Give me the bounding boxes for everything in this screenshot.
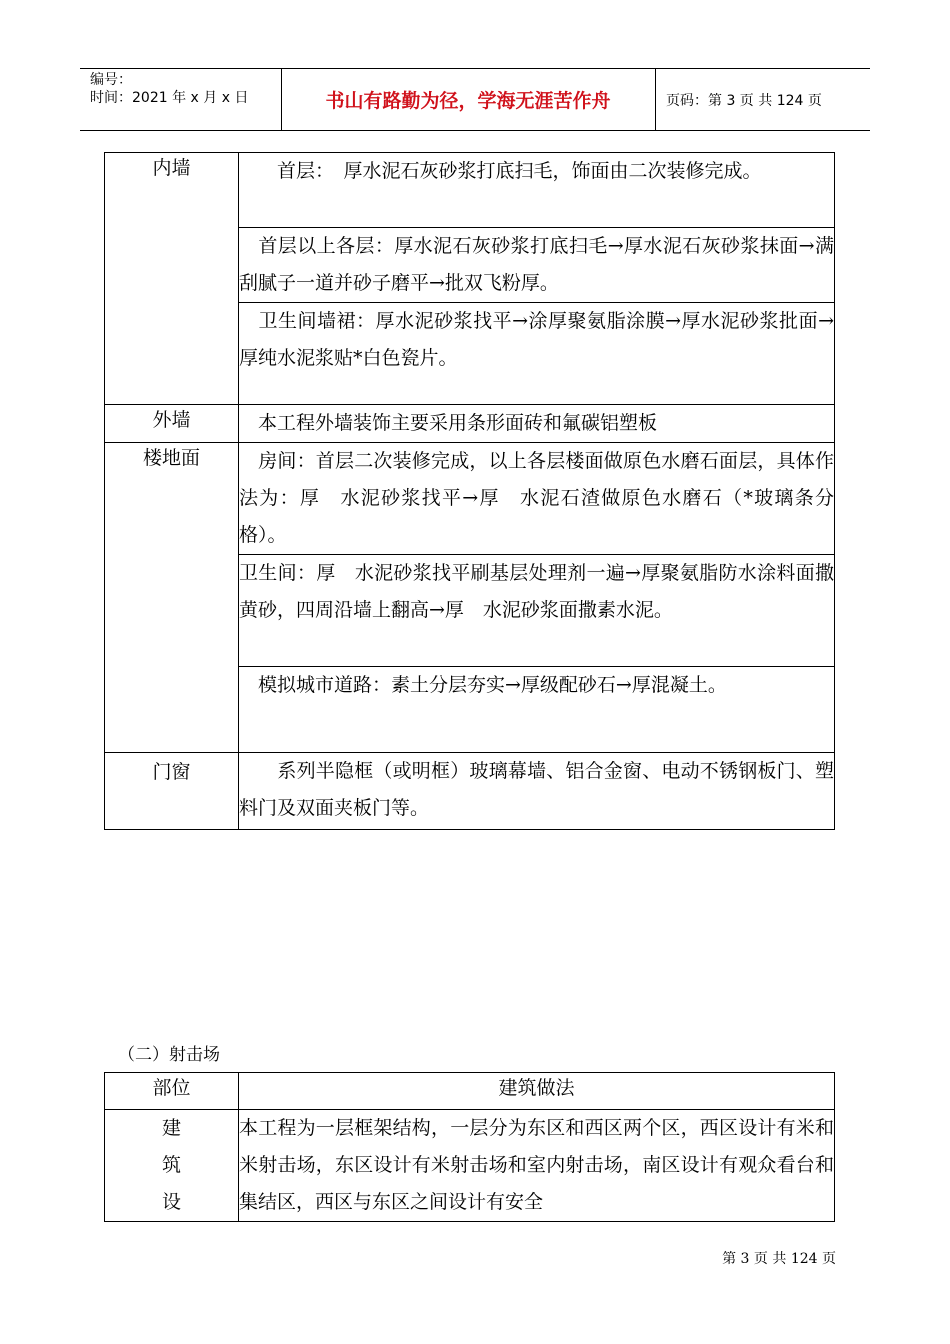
header-meta bbox=[90, 71, 248, 107]
table-cell: 房间：首层二次装修完成，以上各层楼面做原色水磨石面层，具体作法为：厚 水泥砂浆找平→厚 水泥石渣做原色水磨石（*玻璃条分格）。 bbox=[239, 443, 835, 555]
table-cell: 首层以上各层：厚水泥石灰砂浆打底扫毛→厚水泥石灰砂浆抹面→满刮腻子一道并砂子磨平→批双飞粉厚。 bbox=[239, 228, 835, 303]
header-page-number: 页码：第 3 页 共 124 页 bbox=[666, 92, 822, 109]
section-title: （二）射击场 bbox=[118, 1045, 220, 1065]
table-header-row bbox=[105, 1073, 835, 1110]
row-label-floor: 楼地面 bbox=[105, 443, 239, 753]
decoration-table bbox=[104, 152, 835, 830]
table-row bbox=[105, 153, 835, 228]
table-row bbox=[105, 405, 835, 443]
row-label-building-design: 建 筑 设 bbox=[105, 1110, 239, 1222]
table-cell: 本工程为一层框架结构，一层分为东区和西区两个区，西区设计有米和米射击场，东区设计有米射击场和室内射击场，南区设计有观众看台和集结区，西区与东区之间设计有安全 bbox=[239, 1110, 835, 1222]
header-cell-method: 建筑做法 bbox=[239, 1073, 835, 1110]
header-motto: 书山有路勤为径，学海无涯苦作舟 bbox=[325, 90, 611, 112]
table-row bbox=[105, 753, 835, 830]
table-row bbox=[105, 443, 835, 555]
document-date-label: 时间：2021 年 x 月 x 日 bbox=[90, 90, 249, 106]
header-cell-part: 部位 bbox=[105, 1073, 239, 1110]
row-label-exterior-wall: 外墙 bbox=[105, 405, 239, 443]
page-header bbox=[80, 68, 870, 131]
table-cell: 系列半隐框（或明框）玻璃幕墙、铝合金窗、电动不锈钢板门、塑料门及双面夹板门等。 bbox=[239, 753, 835, 830]
header-divider bbox=[655, 69, 656, 130]
shooting-range-table bbox=[104, 1072, 835, 1222]
table-cell: 卫生间墙裙：厚水泥砂浆找平→涂厚聚氨脂涂膜→厚水泥砂浆批面→厚纯水泥浆贴*白色瓷片。 bbox=[239, 303, 835, 405]
table-cell: 模拟城市道路：素土分层夯实→厚级配砂石→厚混凝土。 bbox=[239, 667, 835, 753]
row-label-interior-wall: 内墙 bbox=[105, 153, 239, 405]
row-label-doors-windows: 门窗 bbox=[105, 753, 239, 830]
table-row bbox=[105, 1110, 835, 1222]
page-footer: 第 3 页 共 124 页 bbox=[722, 1251, 836, 1267]
table-cell: 卫生间：厚 水泥砂浆找平刷基层处理剂一遍→厚聚氨脂防水涂料面撒黄砂，四周沿墙上翻高→厚 水泥砂浆面撒素水泥。 bbox=[239, 555, 835, 667]
table-cell: 首层： 厚水泥石灰砂浆打底扫毛，饰面由二次装修完成。 bbox=[239, 153, 835, 228]
table-cell: 本工程外墙装饰主要采用条形面砖和氟碳铝塑板 bbox=[239, 405, 835, 443]
document-number-label: 编号： bbox=[90, 72, 132, 88]
